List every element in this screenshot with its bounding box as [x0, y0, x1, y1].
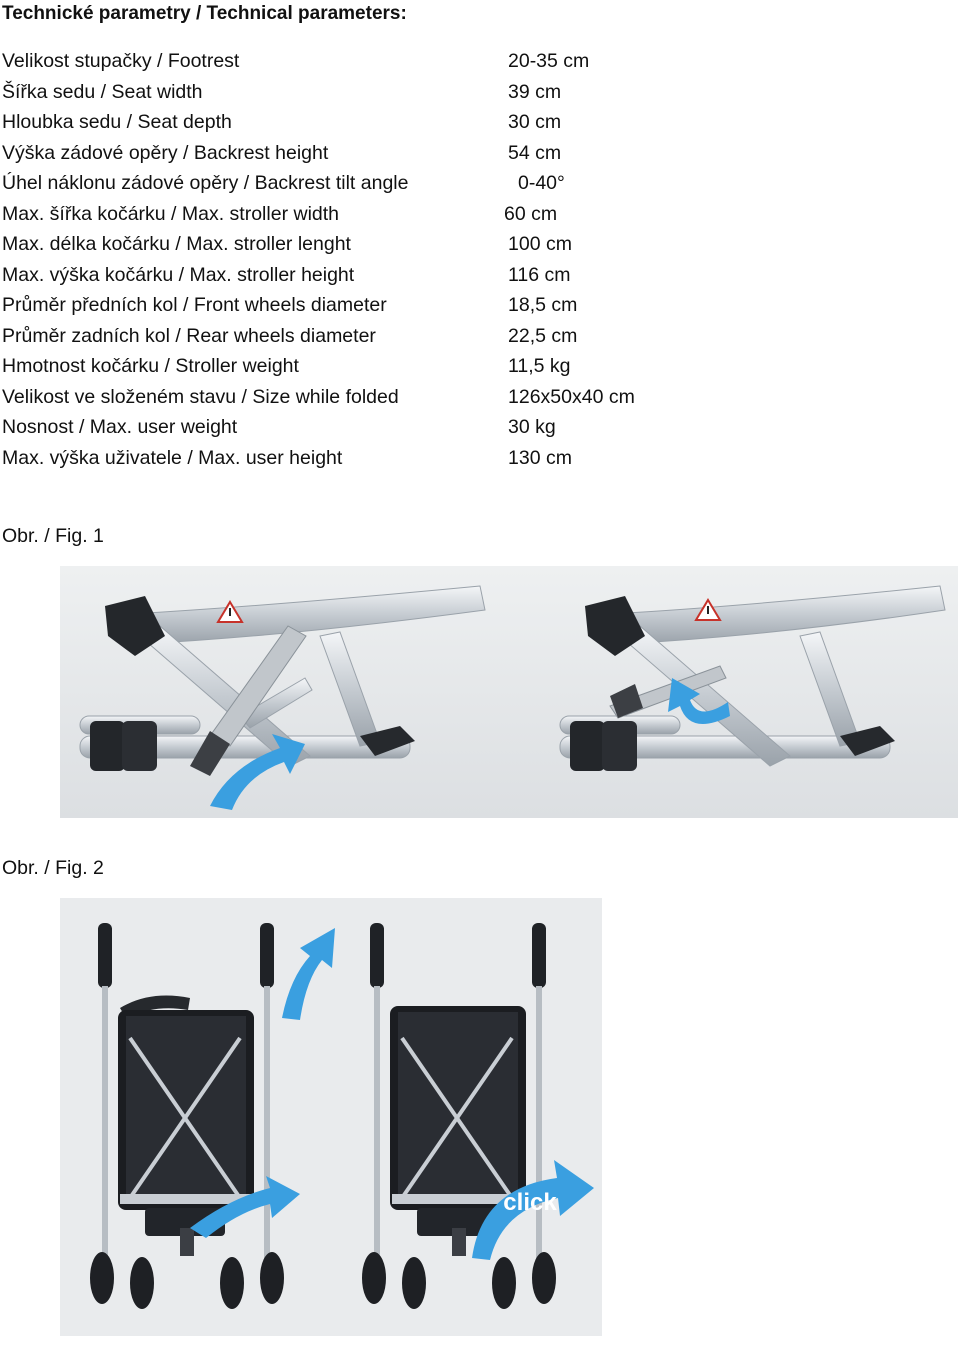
param-row [2, 321, 702, 352]
param-label: Max. výška kočárku / Max. stroller height [2, 263, 355, 286]
param-label: Velikost ve složeném stavu / Size while folded [2, 385, 399, 408]
param-row [2, 77, 702, 108]
param-label: Max. výška uživatele / Max. user height [2, 446, 343, 469]
param-value: 126x50x40 cm [508, 385, 635, 408]
param-value: 39 cm [508, 80, 562, 103]
parameters-list [2, 46, 702, 473]
param-value: 22,5 cm [508, 324, 578, 347]
param-value: 30 kg [508, 416, 556, 438]
param-label: Hmotnost kočárku / Stroller weight [2, 355, 299, 377]
param-row [2, 168, 702, 199]
param-value: 20-35 cm [508, 50, 590, 72]
param-label: Velikost stupačky / Footrest [2, 50, 240, 72]
figure1-caption: Obr. / Fig. 1 [2, 525, 104, 547]
param-value: 116 cm [508, 263, 571, 286]
param-value: 60 cm [504, 202, 558, 225]
param-label: Hloubka sedu / Seat depth [2, 111, 232, 133]
param-label: Nosnost / Max. user weight [2, 416, 238, 438]
param-row [2, 382, 702, 413]
param-value: 30 cm [508, 111, 562, 133]
click-label: click [503, 1189, 557, 1216]
param-row [2, 107, 702, 138]
param-label: Výška zádové opěry / Backrest height [2, 141, 329, 164]
param-row [2, 229, 702, 260]
figure1-image [60, 566, 958, 818]
param-value: 54 cm [508, 141, 562, 164]
param-label: Max. šířka kočárku / Max. stroller width [2, 202, 340, 225]
figure2-caption: Obr. / Fig. 2 [2, 857, 104, 879]
param-label: Max. délka kočárku / Max. stroller lenght [2, 233, 351, 255]
param-row [2, 443, 702, 474]
param-label: Průměr zadních kol / Rear wheels diameter [2, 324, 376, 347]
param-label: Průměr předních kol / Front wheels diameter [2, 294, 387, 316]
param-row [2, 138, 702, 169]
param-value: 130 cm [508, 446, 572, 469]
param-row [2, 290, 702, 321]
param-row [2, 260, 702, 291]
param-row [2, 412, 702, 443]
param-row [2, 46, 702, 77]
param-row [2, 351, 702, 382]
param-label: Úhel náklonu zádové opěry / Backrest tilt angle [2, 172, 409, 194]
param-value: 0-40° [518, 172, 565, 194]
figure2-image [60, 898, 602, 1336]
page-title: Technické parametry / Technical parameters: [2, 3, 407, 24]
param-value: 11,5 kg [508, 355, 571, 377]
param-row [2, 199, 702, 230]
param-value: 18,5 cm [508, 294, 578, 316]
param-label: Šířka sedu / Seat width [2, 80, 203, 103]
param-value: 100 cm [508, 233, 572, 255]
